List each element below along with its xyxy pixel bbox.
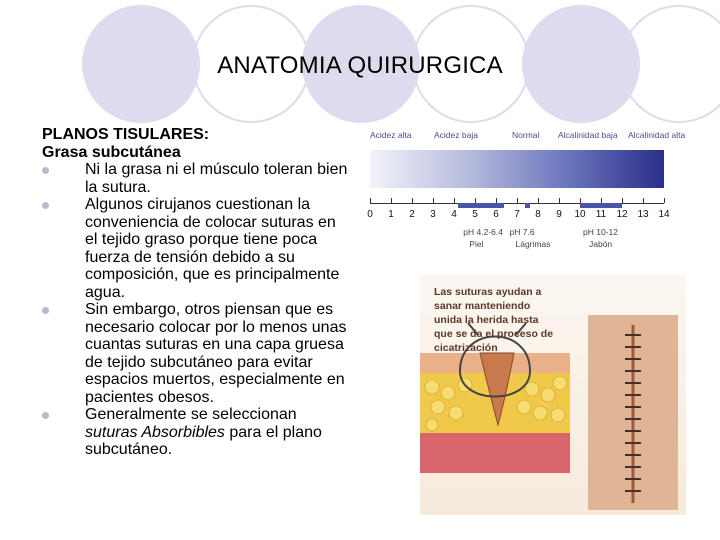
bullet-dot-icon [42,412,49,419]
ph-label-low-alkaline: Alcalinidad baja [558,130,618,140]
ph-label-normal: Normal [512,130,540,140]
body-content [42,126,352,459]
bullet-item [42,301,352,406]
ph-tick [643,198,644,203]
ph-tick-label: 1 [388,209,394,220]
circle-6 [620,5,720,123]
bullet-dot-icon [42,202,49,209]
ph-tick-label: 10 [574,209,586,220]
bullet-dot-icon [42,307,49,314]
ph-tick-label: 4 [451,209,457,220]
ph-range-name: Jabón [589,239,613,249]
ph-tick [538,198,539,203]
ph-tick [664,198,665,203]
subsection-heading: Grasa subcutánea [42,143,181,161]
ph-tick [412,198,413,203]
bullet-text-italic: suturas Absorbibles [85,423,225,441]
ph-range-name: Piel [469,239,484,249]
ph-range-marker [525,203,529,208]
bullet-text: Sin embargo, otros piensan que es necesario colocar por lo menos unas cuantas suturas en una capa gruesa de tejido subcutáneo para evitar espacios muertos, especialmente en pacientes obesos. [85,301,347,406]
ph-tick [622,198,623,203]
ph-tick-label: 8 [535,209,541,220]
ph-tick-label: 14 [658,209,670,220]
ph-gradient-bar [370,150,664,188]
slide-title: ANATOMIA QUIRURGICA [217,52,503,79]
stitched-incision [588,315,678,510]
bullet-item [42,406,352,459]
ph-tick-label: 12 [616,209,628,220]
ph-range-value: pH 10-12 [583,227,618,237]
ph-range-name: Lágrimas [515,239,551,249]
ph-tick [370,198,371,203]
section-heading: PLANOS TISULARES: [42,126,210,143]
ph-label-high-acid: Acidez alta [370,130,412,140]
ph-range-value: pH 4.2-6.4 [463,227,503,237]
ph-tick-label: 9 [556,209,562,220]
bullet-text-pre: Generalmente se seleccionan [85,406,297,423]
ph-tick [559,198,560,203]
ph-tick-label: 6 [493,209,499,220]
ph-tick-label: 13 [637,209,649,220]
bullet-text-post: para el plano subcutáneo. [85,423,322,458]
ph-tick [517,198,518,203]
ph-scale-figure [366,124,684,254]
ph-tick [433,198,434,203]
ph-tick-label: 7 [514,209,520,220]
ph-tick-label: 2 [409,209,415,220]
bullet-text: Ni la grasa ni el músculo toleran bien la sutura. [85,161,348,196]
ph-label-low-acid: Acidez baja [434,130,478,140]
ph-tick-label: 11 [595,209,607,220]
bullet-text: Algunos cirujanos cuestionan la conveniencia de colocar suturas en el tejido graso porque tiene poca fuerza de tensión debido a su composición, que es principalmente agua. [85,196,340,301]
bullet-list [42,161,352,459]
ph-tick-label: 3 [430,209,436,220]
ph-tick [454,198,455,203]
ph-tick-label: 0 [367,209,373,220]
bullet-item [42,161,352,196]
ph-range-marker [458,203,504,208]
ph-range-value: pH 7.6 [509,227,535,237]
illustration-caption: Las suturas ayudan a sanar manteniendo unida la herida hasta que se da el proceso de cicatrización [434,286,554,354]
bullet-dot-icon [42,167,49,174]
ph-range-marker [580,203,622,208]
bullet-item [42,196,352,301]
ph-tick-label: 5 [472,209,478,220]
ph-tick [391,198,392,203]
ph-label-high-alkaline: Alcalinidad alta [628,130,686,140]
